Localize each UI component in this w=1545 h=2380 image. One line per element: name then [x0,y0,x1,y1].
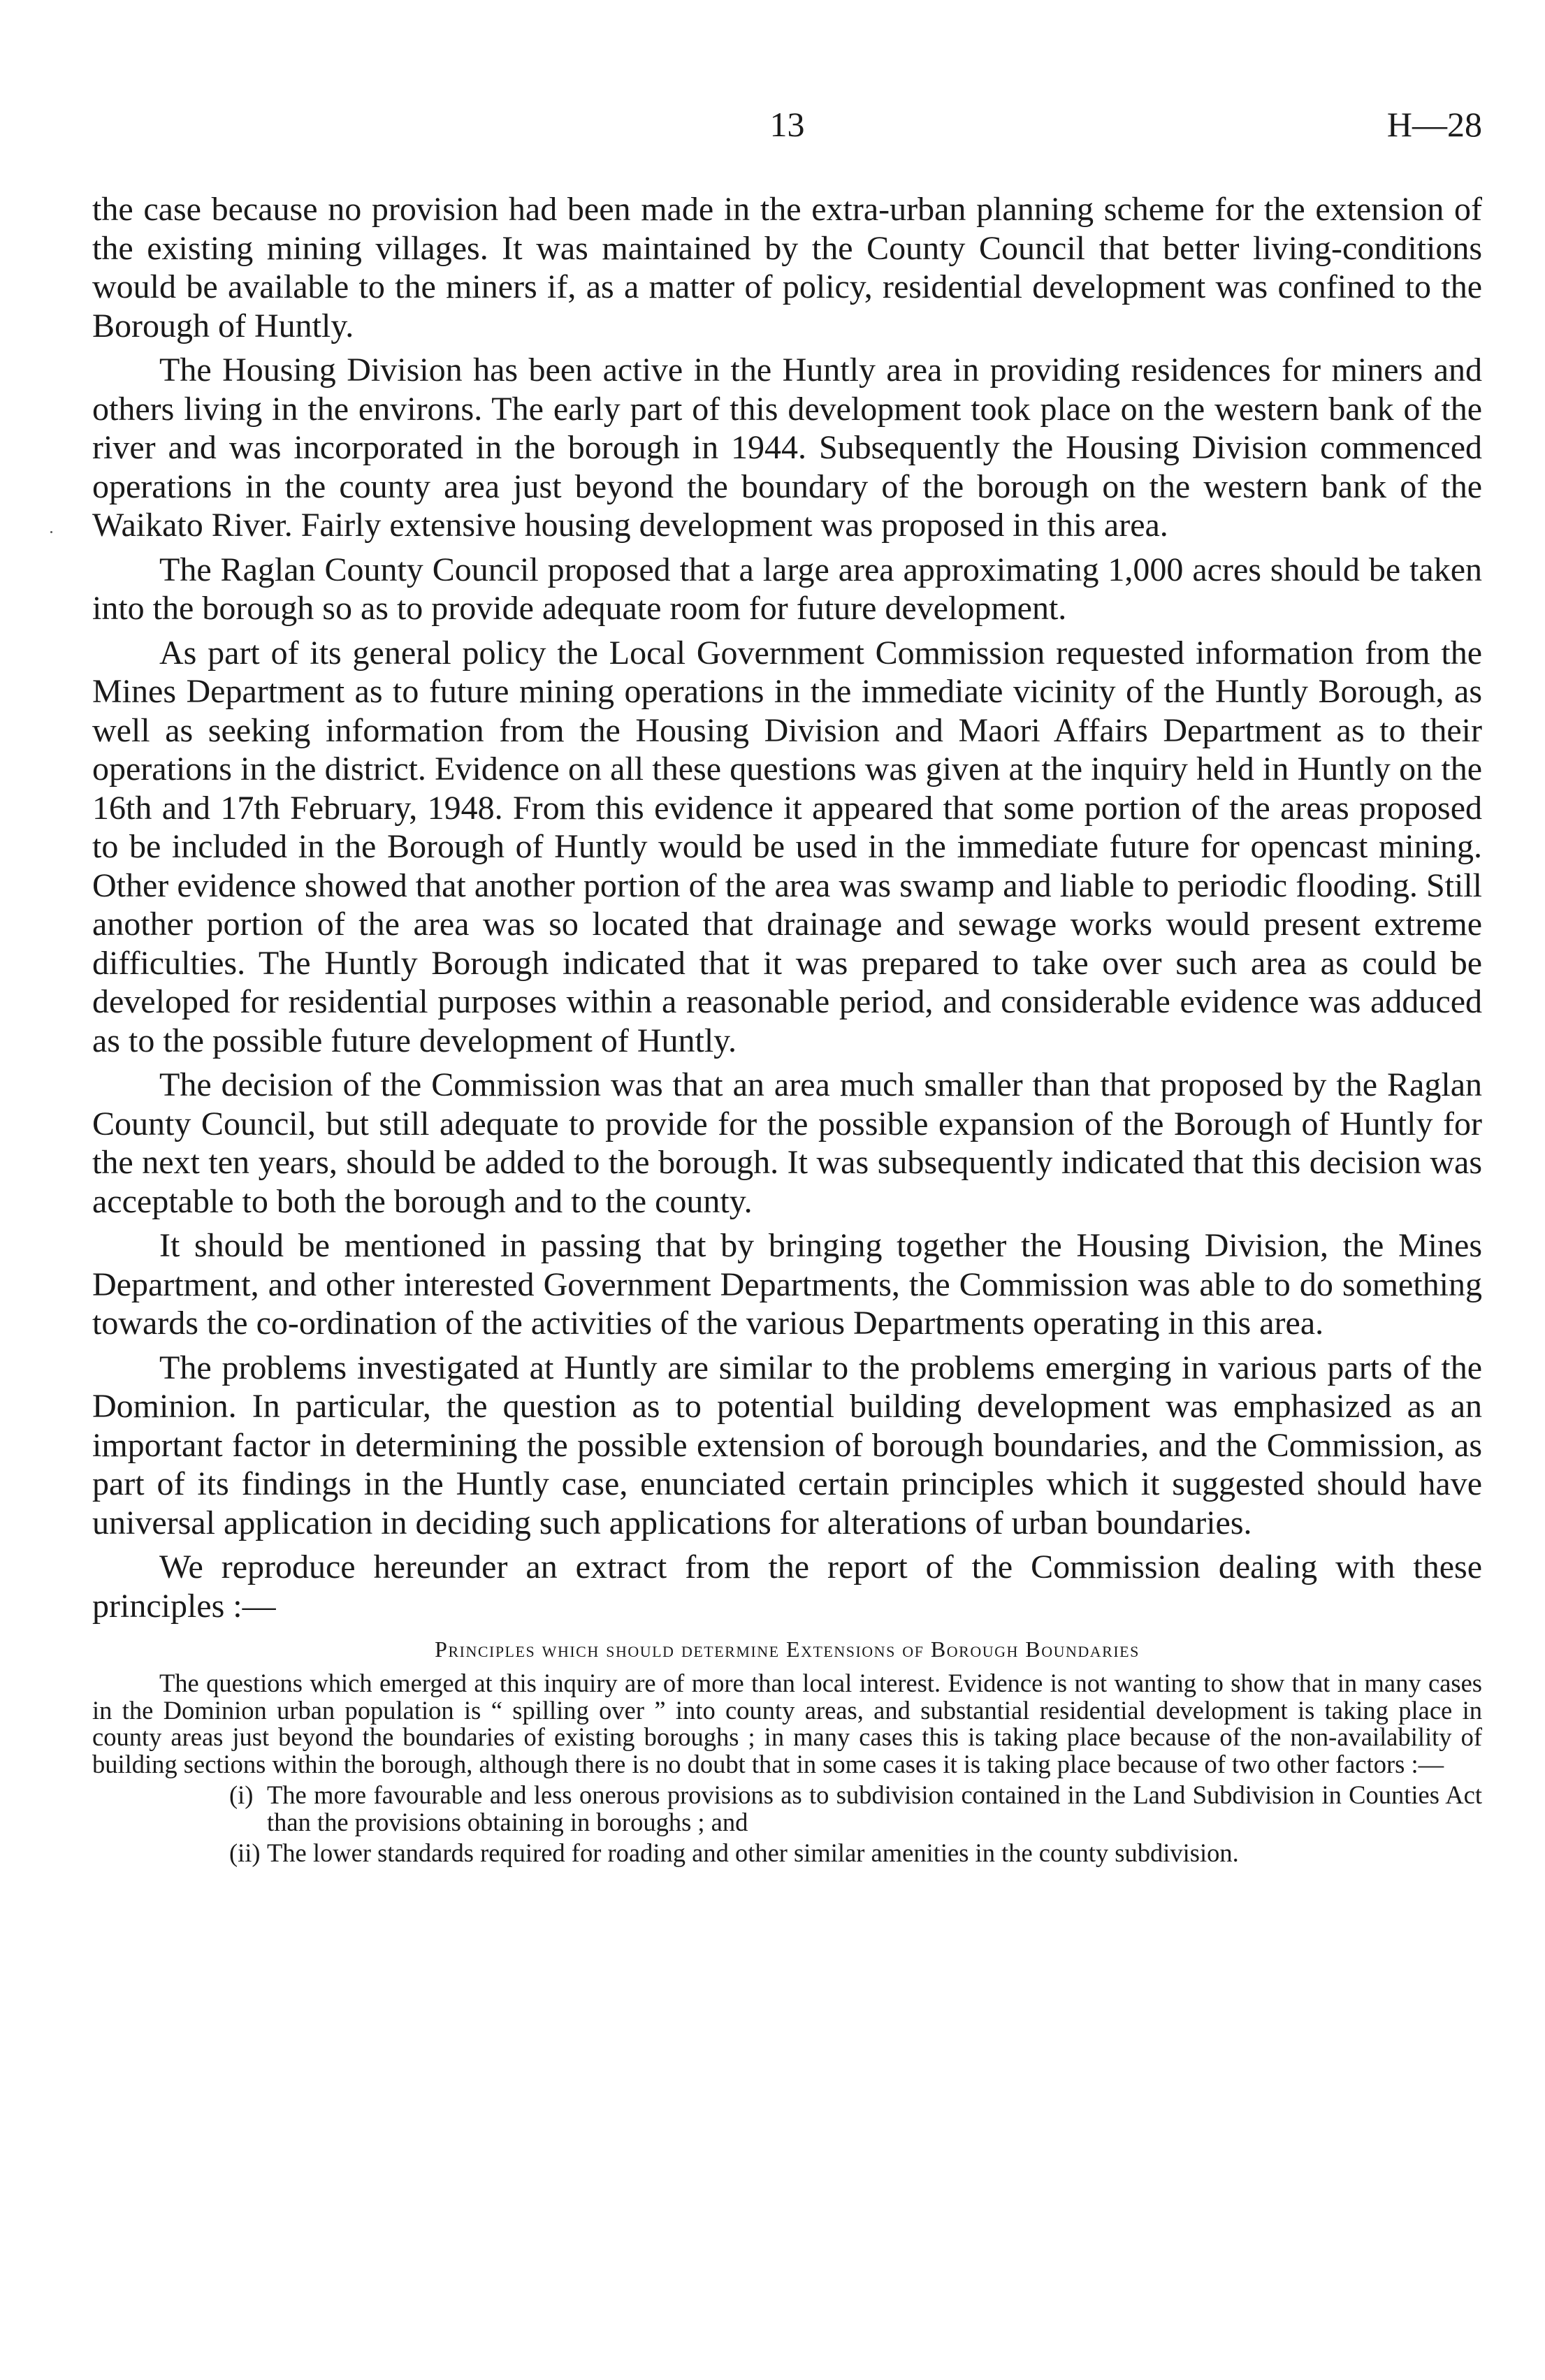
page-header [92,103,1482,152]
extract-paragraph: The questions which emerged at this inquiry are of more than local interest. Evidence is not wanting to show that in many cases in the Dominion urban population is “ spilling over ” into county areas, and substantial residential development is taking place in county areas just beyond the boundaries of existing boroughs ; in many cases this is taking place because of the non-availability of building sections within the borough, although there is no doubt that in some cases it is taking place because of two other factors :— [92,1669,1482,1778]
list-item-text: The more favourable and less onerous provisions as to subdivision contained in the Land Subdivision in Counties Act than the provisions obtaining in boroughs ; and [267,1780,1482,1836]
paragraph-extract-intro: We reproduce hereunder an extract from the report of the Commission dealing with these principles :— [92,1548,1482,1625]
extract-list-item [92,1782,1482,1836]
paragraph-raglan-proposal: The Raglan County Council proposed that a large area approximating 1,000 acres should be taken into the borough so as to provide adequate room for future development. [92,551,1482,627]
page-number: 13 [769,105,805,144]
list-marker: (i) [229,1780,254,1809]
document-reference: H—28 [1386,105,1482,144]
paragraph-housing-division: The Housing Division has been active in the Huntly area in providing residences for miners and others living in the environs. The early part of this development took place on the western bank of the river and was incorporated in the borough in 1944. Subsequently the Housing Division commenced operations in the county area just beyond the boundary of the borough on the western bank of the Waikato River. Fairly extensive housing development was proposed in this area. [92,351,1482,544]
scan-speck [50,531,52,533]
extract-heading: Principles which should determine Extensions of Borough Boundaries [435,1637,1140,1662]
list-marker: (ii) [229,1838,261,1867]
paragraph-co-ordination: It should be mentioned in passing that by bringing together the Housing Division, the Mines Department, and other interested Government Departments, the Commission was able to do something towards the co-ordination of the activities of the various Departments operating in this area. [92,1227,1482,1342]
document-body [92,190,1482,1871]
list-item-text: The lower standards required for roading and other similar amenities in the county subdivision. [267,1838,1239,1867]
paragraph-commission-decision: The decision of the Commission was that an area much smaller than that proposed by the Raglan County Council, but still adequate to provide for the possible expansion of the Borough of Huntly for the next ten years, should be added to the borough. It was subsequently indicated that this decision was acceptable to both the borough and to the county. [92,1066,1482,1220]
paragraph-commission-inquiry: As part of its general policy the Local Government Commission requested information from the Mines Department as to future mining operations in the immediate vicinity of the Huntly Borough, as well as seeking information from the Housing Division and Maori Affairs Department as to their operations in the district. Evidence on all these questions was given at the inquiry held in Huntly on the 16th and 17th February, 1948. From this evidence it appeared that some portion of the areas proposed to be included in the Borough of Huntly would be used in the immediate future for opencast mining. Other evidence showed that another portion of the area was swamp and liable to periodic flooding. Still another portion of the area was so located that drainage and sewage works would present extreme difficulties. The Huntly Borough indicated that it was prepared to take over such area as could be developed for residential purposes within a reasonable period, and considerable evidence was adduced as to the possible future development of Huntly. [92,634,1482,1059]
paragraph-problems: The problems investigated at Huntly are similar to the problems emerging in various parts of the Dominion. In particular, the question as to potential building development was emphasized as an important factor in determining the possible extension of borough boundaries, and the Commission, as part of its findings in the Huntly case, enunciated certain principles which it suggested should have universal application in deciding such applications for alterations of urban boundaries. [92,1349,1482,1541]
paragraph-continuation: the case because no provision had been made in the extra-urban planning scheme for the extension of the existing mining villages. It was maintained by the County Council that better living-conditions would be available to the miners if, as a matter of policy, residential development was confined to the Borough of Huntly. [92,191,1482,344]
extract-list-item [92,1840,1482,1867]
